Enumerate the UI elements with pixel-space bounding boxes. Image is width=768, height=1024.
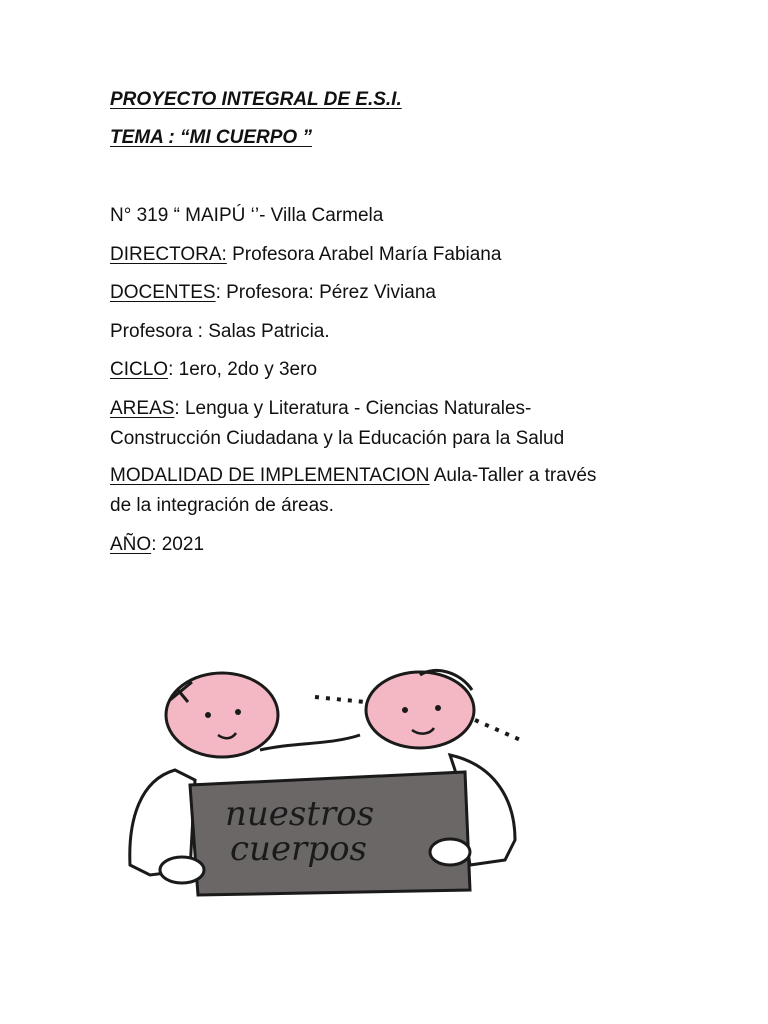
left-child-head (166, 673, 278, 757)
modalidad-label: MODALIDAD DE IMPLEMENTACION (110, 465, 430, 486)
ciclo-value: : 1ero, 2do y 3ero (168, 359, 318, 380)
directora-label: DIRECTORA: (110, 244, 227, 265)
school-line: N° 319 “ MAIPÚ ‘’- Villa Carmela (110, 205, 384, 226)
areas-line-continued: Construcción Ciudadana y la Educación para la Salud (110, 428, 565, 449)
modalidad-line-continued: de la integración de áreas. (110, 495, 334, 516)
project-title: PROYECTO INTEGRAL DE E.S.I. (110, 89, 402, 110)
docentes-value: : Profesora: Pérez Viviana (215, 282, 436, 303)
right-child-hand (430, 839, 470, 865)
right-dotted-line (475, 720, 525, 742)
left-child-eye (235, 709, 241, 715)
right-child-head (366, 672, 474, 748)
modalidad-value: Aula-Taller a través (429, 465, 597, 486)
areas-value: : Lengua y Literatura - Ciencias Naturales- (174, 398, 532, 419)
ciclo-line (110, 355, 317, 385)
modalidad-line (110, 461, 596, 491)
anio-label: AÑO (110, 534, 152, 555)
anio-line (110, 530, 204, 560)
docentes-line (110, 278, 436, 308)
project-topic: TEMA : “MI CUERPO ” (110, 127, 312, 148)
anio-value: : 2021 (151, 534, 205, 555)
shoulder-line (260, 735, 360, 750)
ciclo-label: CICLO (110, 359, 169, 380)
two-children-holding-book-icon (120, 660, 540, 910)
left-child-eye (205, 712, 211, 718)
directora-value: Profesora Arabel María Fabiana (226, 244, 502, 265)
book-title-line-1: nuestros (225, 794, 375, 834)
left-dotted-line (315, 697, 365, 702)
second-teacher-line: Profesora : Salas Patricia. (110, 321, 330, 342)
areas-line (110, 394, 531, 424)
book-title-line-2: cuerpos (230, 829, 367, 869)
directora-line (110, 240, 501, 270)
docentes-label: DOCENTES (110, 282, 216, 303)
areas-label: AREAS (110, 398, 175, 419)
left-child-hand (160, 857, 204, 883)
right-child-eye (435, 705, 441, 711)
right-child-eye (402, 707, 408, 713)
